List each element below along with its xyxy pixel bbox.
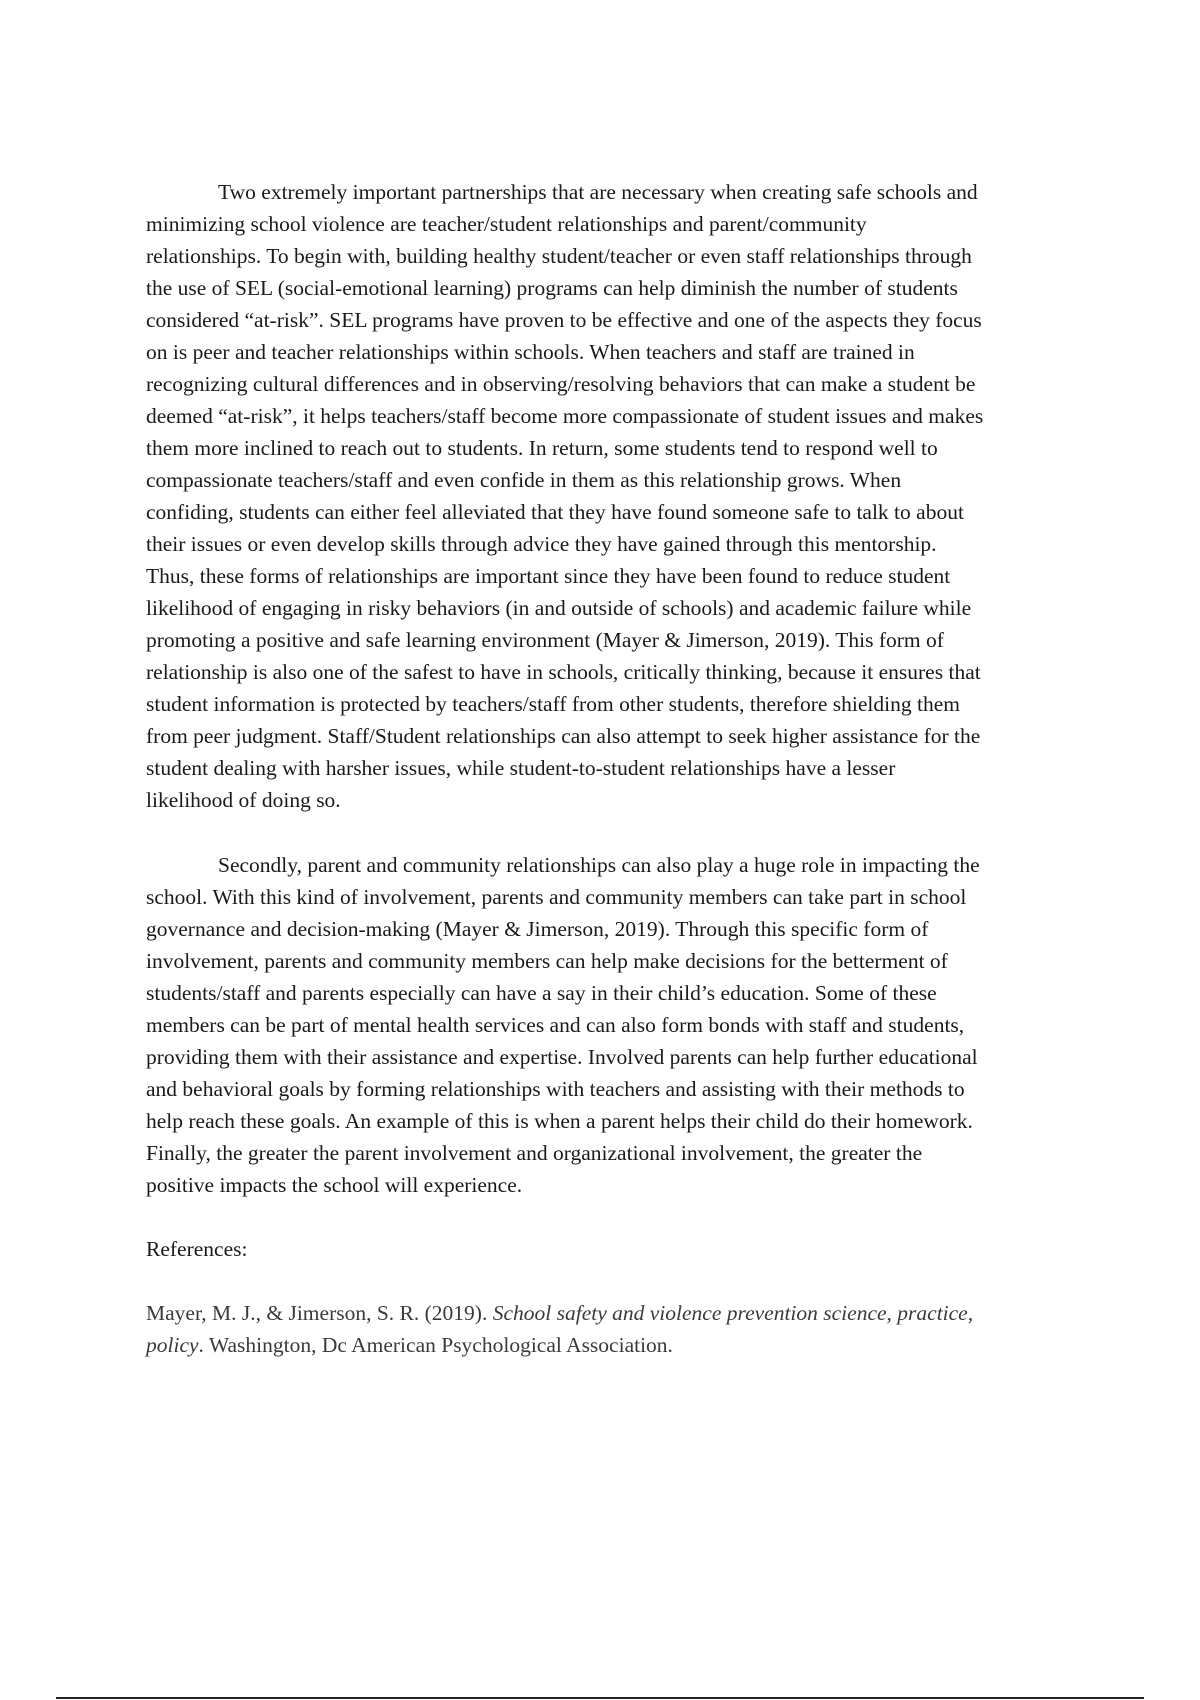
paragraph-line: students/staff and parents especially can have a say in their child’s education. Some of these <box>146 981 937 1005</box>
paragraph-line: deemed “at-risk”, it helps teachers/staff become more compassionate of student issues and makes <box>146 404 984 428</box>
paragraph-line: them more inclined to reach out to students. In return, some students tend to respond well to <box>146 436 938 460</box>
paragraph-line: the use of SEL (social-emotional learning) programs can help diminish the number of students <box>146 276 958 300</box>
references-entry-spacer <box>146 1265 1090 1297</box>
paragraph-line: positive impacts the school will experience. <box>146 1173 523 1197</box>
paragraph-line: providing them with their assistance and expertise. Involved parents can help further educational <box>146 1045 978 1069</box>
paragraph-line: relationships. To begin with, building healthy student/teacher or even staff relationships through <box>146 244 972 268</box>
paragraph-line: school. With this kind of involvement, parents and community members can take part in school <box>146 885 967 909</box>
paragraph-line: student dealing with harsher issues, while student-to-student relationships have a lesser <box>146 756 896 780</box>
references-spacer <box>146 1201 1090 1233</box>
reference-title-part1: School safety and violence prevention science, practice, <box>492 1301 974 1325</box>
references-heading: References: <box>146 1237 248 1261</box>
reference-publisher: . Washington, Dc American Psychological Association. <box>198 1333 673 1357</box>
paragraph-line: relationship is also one of the safest to have in schools, critically thinking, because it ensures that <box>146 660 981 684</box>
page-bottom-rule <box>56 1697 1144 1699</box>
paragraph-line: their issues or even develop skills through advice they have gained through this mentorship. <box>146 532 937 556</box>
reference-entry <box>146 1297 1090 1361</box>
paragraph-line: Finally, the greater the parent involvement and organizational involvement, the greater the <box>146 1141 923 1165</box>
paragraph-line: compassionate teachers/staff and even confide in them as this relationship grows. When <box>146 468 902 492</box>
reference-authors: Mayer, M. J., & Jimerson, S. R. (2019). <box>146 1301 493 1325</box>
paragraph-line: and behavioral goals by forming relationships with teachers and assisting with their methods to <box>146 1077 965 1101</box>
paragraph-line: governance and decision-making (Mayer & Jimerson, 2019). Through this specific form of <box>146 917 929 941</box>
document-page <box>146 176 1090 1361</box>
paragraph-line: Thus, these forms of relationships are important since they have been found to reduce student <box>146 564 951 588</box>
paragraph-line: minimizing school violence are teacher/student relationships and parent/community <box>146 212 867 236</box>
paragraph-spacer <box>146 816 1090 849</box>
paragraph-parent-community <box>146 849 1090 1201</box>
paragraph-line: members can be part of mental health services and can also form bonds with staff and students, <box>146 1013 965 1037</box>
paragraph-line: confiding, students can either feel alleviated that they have found someone safe to talk to about <box>146 500 964 524</box>
paragraph-line: recognizing cultural differences and in observing/resolving behaviors that can make a student be <box>146 372 976 396</box>
paragraph-line: Two extremely important partnerships that are necessary when creating safe schools and <box>218 180 978 204</box>
paragraph-line: help reach these goals. An example of this is when a parent helps their child do their homework. <box>146 1109 973 1133</box>
paragraph-line: Secondly, parent and community relationships can also play a huge role in impacting the <box>218 853 980 877</box>
reference-line-1 <box>146 1297 1090 1329</box>
paragraph-line: student information is protected by teachers/staff from other students, therefore shielding them <box>146 692 960 716</box>
paragraph-line: promoting a positive and safe learning environment (Mayer & Jimerson, 2019). This form of <box>146 628 944 652</box>
paragraph-line: from peer judgment. Staff/Student relationships can also attempt to seek higher assistance for the <box>146 724 981 748</box>
paragraph-teacher-student <box>146 176 1090 816</box>
paragraph-line: on is peer and teacher relationships within schools. When teachers and staff are trained in <box>146 340 915 364</box>
paragraph-line: likelihood of doing so. <box>146 788 341 812</box>
paragraph-line: considered “at-risk”. SEL programs have proven to be effective and one of the aspects they focus <box>146 308 982 332</box>
reference-title-part2: policy <box>146 1333 199 1357</box>
paragraph-line: likelihood of engaging in risky behaviors (in and outside of schools) and academic failure while <box>146 596 972 620</box>
reference-line-2 <box>146 1329 1090 1361</box>
paragraph-line: involvement, parents and community members can help make decisions for the betterment of <box>146 949 948 973</box>
